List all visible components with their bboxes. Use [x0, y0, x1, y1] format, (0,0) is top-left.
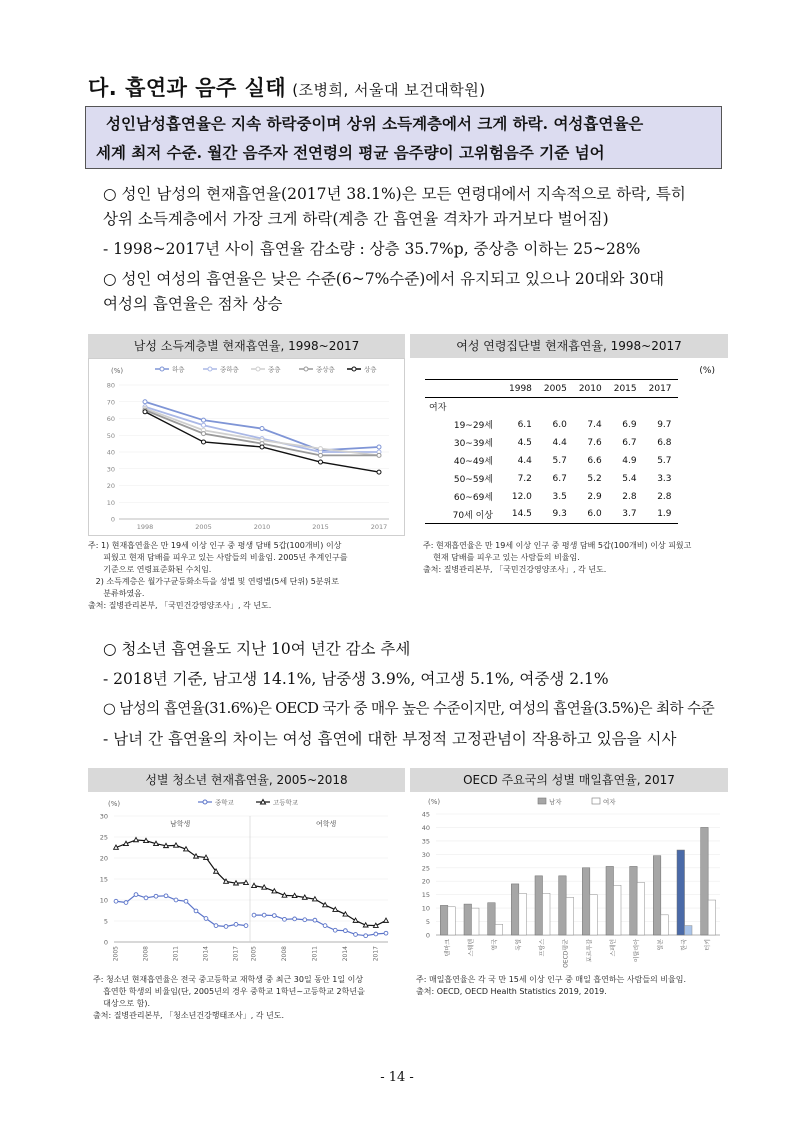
data-point — [114, 845, 119, 849]
data-point — [202, 418, 206, 422]
x-tick-label: 2011 — [172, 946, 180, 962]
legend-marker — [261, 800, 266, 805]
data-point — [202, 432, 206, 436]
data-point — [272, 889, 277, 893]
legend-label: 고등학교 — [273, 798, 299, 807]
bar-female — [685, 926, 693, 935]
data-point — [214, 924, 218, 928]
data-point — [262, 913, 266, 917]
data-point — [373, 923, 378, 927]
bar-female — [614, 885, 622, 935]
bar-male — [653, 856, 661, 935]
data-point — [260, 427, 264, 431]
table-cell: 5.2 — [587, 473, 602, 484]
data-point — [164, 843, 169, 847]
legend-label: 여자 — [603, 798, 616, 806]
x-tick-label: OECD평균 — [562, 939, 570, 968]
data-point — [333, 907, 338, 911]
summary-box — [85, 106, 722, 169]
fig1-chart-frame — [88, 358, 405, 536]
data-point — [384, 918, 389, 922]
y-unit-label: (%) — [108, 800, 121, 808]
legend-marker — [256, 367, 260, 371]
data-point — [319, 447, 323, 451]
bullet-oecd-1: ○ 남성의 흡연율(31.6%)은 OECD 국가 중 매우 높은 수준이지만, 여성의 흡연율(3.5%)은 최하 수준 — [103, 700, 715, 717]
fig1-notes: 주: 1) 현재흡연율은 만 19세 이상 인구 중 평생 담배 5갑(100개비) 이상 피웠고 현재 담배를 피우고 있는 사람들의 비율임. 2005년 추계인구를 기준으로 연령표준화된 수치임. 2) 소득계층은 월가구균등화소득을 성별 및 연령별(5세 단위) 5분위로 분류하였음. 출처: 질병관리본부, 「국민건강영양조사」, 각 년도. — [88, 541, 348, 610]
data-point — [184, 899, 188, 903]
x-tick-label: 독일 — [515, 939, 523, 951]
bar-male — [440, 905, 448, 935]
x-tick-label: 스페인 — [610, 939, 617, 957]
x-tick-label: 영국 — [491, 939, 499, 951]
table-cell: 4.4 — [552, 437, 567, 448]
bar-female — [566, 897, 574, 935]
fig3-chart-frame — [88, 792, 405, 970]
table-cell: 12.0 — [511, 491, 532, 502]
table-row — [425, 470, 678, 488]
y-tick-label: 5 — [425, 918, 430, 927]
bar-female — [543, 893, 551, 935]
data-point — [164, 894, 168, 898]
data-point — [144, 896, 148, 900]
data-point — [194, 909, 198, 913]
summary-line-1: 성인남성흡연율은 지속 하락중이며 상위 소득계층에서 크게 하락. 여성흡연율은 — [106, 114, 644, 133]
bar-male — [701, 827, 709, 935]
y-tick-label: 15 — [99, 875, 108, 884]
legend-label: 상층 — [364, 365, 377, 374]
x-tick-label: 한국 — [681, 939, 688, 951]
y-tick-label: 70 — [106, 398, 115, 407]
table-cell: 9.7 — [657, 419, 672, 430]
bullet-adult-male-1: ○ 성인 남성의 현재흡연율(2017년 38.1%)은 모든 연령대에서 지속적으로 하락, 특히 — [103, 185, 686, 203]
table-cell: 6.0 — [552, 419, 567, 430]
table-row-label: 50~59세 — [453, 475, 493, 485]
bar-female — [448, 907, 456, 935]
section-title-text: 다. 흡연과 음주 실태 — [88, 76, 287, 100]
data-point — [302, 895, 307, 899]
y-tick-label: 25 — [99, 833, 108, 842]
table-row — [425, 488, 678, 506]
table-cell: 6.9 — [622, 419, 637, 430]
y-tick-label: 30 — [421, 850, 430, 859]
bar-female — [519, 893, 527, 935]
x-tick-label: 2014 — [202, 946, 210, 962]
y-tick-label: 10 — [106, 498, 115, 507]
fig4-title: OECD 주요국의 성별 매일흡연율, 2017 — [410, 768, 728, 792]
table-cell: 4.5 — [517, 437, 532, 448]
data-point — [202, 423, 206, 427]
fig2-notes: 주: 현재흡연율은 만 19세 이상 인구 중 평생 담배 5갑(100개비) 이상 피웠고 현재 담배를 피우고 있는 사람들의 비율임. 출처: 질병관리본부, 「국민건강영양조사」, 각 년도. — [423, 541, 692, 574]
legend-marker — [160, 367, 164, 371]
data-point — [234, 922, 238, 926]
table-cell: 2.8 — [622, 491, 637, 502]
data-point — [143, 400, 147, 404]
data-point — [313, 918, 317, 922]
data-point — [364, 934, 368, 938]
x-tick-label: 2008 — [142, 946, 150, 962]
data-point — [354, 933, 358, 937]
legend-marker — [208, 367, 212, 371]
table-cell: 5.7 — [657, 455, 672, 466]
section-author: (조병희, 서울대 보건대학원) — [292, 81, 486, 99]
table-row-label: 60~69세 — [453, 493, 493, 503]
data-point — [244, 924, 248, 928]
bullet-youth-1: ○ 청소년 흡연율도 지난 10여 년간 감소 추세 — [103, 640, 411, 658]
y-tick-label: 45 — [421, 810, 430, 819]
data-point — [234, 881, 239, 885]
data-point — [272, 914, 276, 918]
fig2-title: 여성 연령집단별 현재흡연율, 1998~2017 — [410, 334, 728, 358]
data-point — [313, 897, 318, 901]
bar-male — [559, 876, 567, 935]
y-tick-label: 20 — [99, 854, 108, 863]
table-row-label: 70세 이상 — [425, 506, 503, 524]
data-point — [174, 898, 178, 902]
table-cell: 5.7 — [552, 455, 567, 466]
y-tick-label: 0 — [103, 938, 108, 947]
x-tick-label: 2015 — [312, 523, 329, 531]
legend-swatch — [538, 798, 546, 804]
fig4-chart-frame — [410, 792, 728, 970]
y-tick-label: 0 — [425, 931, 430, 940]
bar-male — [488, 903, 496, 935]
table-cell: 1.9 — [643, 506, 678, 524]
data-point — [184, 847, 189, 851]
table-cell: 3.5 — [552, 491, 567, 502]
table-group-row — [425, 398, 678, 416]
y-tick-label: 60 — [106, 415, 115, 423]
data-point — [244, 880, 249, 884]
data-point — [124, 841, 129, 845]
table-row-label: 40~49세 — [453, 457, 493, 467]
bar-male — [582, 868, 590, 935]
y-unit-label: (%) — [111, 367, 124, 375]
bar-female — [495, 924, 503, 935]
data-point — [303, 918, 307, 922]
bar-female — [637, 883, 645, 935]
table-group-label: 여자 — [429, 403, 447, 414]
bar-female — [708, 900, 716, 935]
y-tick-label: 80 — [106, 381, 115, 390]
fig2-unit: (%) — [699, 366, 715, 376]
x-tick-label: 2017 — [372, 946, 380, 962]
table-cell: 7.4 — [587, 419, 602, 430]
fig4-notes: 주: 매일흡연율은 각 국 만 15세 이상 인구 중 매일 흡연하는 사람들의 비율임. 출처: OECD, OECD Health Statistics 2019, 2019. — [416, 975, 687, 996]
table-row-label: 19~29세 — [453, 421, 493, 431]
data-point — [204, 917, 208, 921]
bullet-adult-female-2: 여성의 흡연율은 점차 상승 — [103, 295, 283, 313]
legend-swatch — [592, 798, 600, 804]
x-tick-label: 터키 — [704, 939, 712, 951]
x-tick-label: 2005 — [112, 946, 120, 962]
page-number: - 14 - — [380, 1070, 414, 1085]
y-tick-label: 5 — [103, 917, 108, 926]
table-row-label: 30~39세 — [453, 439, 493, 449]
bar-female — [590, 895, 598, 935]
y-tick-label: 10 — [421, 904, 430, 913]
data-point — [319, 453, 323, 457]
data-point — [333, 928, 337, 932]
table-row — [425, 434, 678, 452]
x-tick-label: 2005 — [250, 946, 258, 962]
y-tick-label: 15 — [421, 891, 430, 900]
table-cell: 4.9 — [622, 455, 637, 466]
x-tick-label: 2017 — [232, 946, 240, 962]
data-point — [374, 932, 378, 936]
data-point — [174, 843, 179, 847]
table-cell: 6.8 — [657, 437, 672, 448]
data-point — [124, 901, 128, 905]
x-tick-label: 일본 — [657, 939, 665, 951]
data-point — [343, 912, 348, 916]
x-tick-label: 2008 — [280, 946, 288, 962]
data-point — [282, 893, 287, 897]
fig3-line-chart — [88, 792, 405, 970]
panel-label: 여학생 — [316, 820, 337, 828]
fig4-bar-chart — [410, 792, 728, 970]
fig2-table — [425, 379, 678, 524]
table-cell: 6.1 — [517, 419, 532, 430]
table-header-cell: 1998 — [503, 380, 538, 398]
y-tick-label: 40 — [421, 823, 430, 832]
data-point — [224, 925, 228, 929]
data-point — [293, 917, 297, 921]
legend-marker — [352, 367, 356, 371]
series-line — [116, 840, 246, 883]
table-cell: 6.0 — [573, 506, 608, 524]
legend-label: 중하층 — [220, 365, 239, 374]
data-point — [252, 883, 257, 887]
table-cell: 9.3 — [538, 506, 573, 524]
bullet-adult-male-2: 상위 소득계층에서 가장 크게 하락(계층 간 흡연율 격차가 과거보다 벌어짐) — [103, 210, 609, 228]
table-cell: 6.7 — [552, 473, 567, 484]
x-tick-label: 2005 — [195, 523, 212, 531]
x-tick-label: 2017 — [370, 523, 388, 531]
data-point — [143, 410, 147, 414]
data-point — [252, 913, 256, 917]
data-point — [154, 841, 159, 845]
data-point — [353, 918, 358, 922]
table-row — [425, 452, 678, 470]
data-point — [204, 855, 209, 859]
table-cell: 6.7 — [622, 437, 637, 448]
bar-male — [606, 866, 614, 935]
data-point — [114, 899, 118, 903]
bullet-oecd-detail: - 남녀 간 흡연율의 차이는 여성 흡연에 대한 부정적 고정관념이 작용하고 있음을 시사 — [103, 730, 677, 748]
legend-marker — [203, 800, 207, 804]
table-cell: 7.2 — [517, 473, 532, 484]
data-point — [260, 445, 264, 449]
bullet-youth-detail: - 2018년 기준, 남고생 14.1%, 남중생 3.9%, 여고생 5.1%, 여중생 2.1% — [103, 670, 609, 688]
data-point — [202, 440, 206, 444]
legend-label: 중상층 — [316, 365, 335, 374]
table-row — [425, 506, 678, 524]
data-point — [292, 893, 297, 897]
bar-male — [511, 884, 518, 935]
y-tick-label: 25 — [421, 864, 430, 873]
data-point — [377, 470, 381, 474]
legend-marker — [304, 367, 308, 371]
data-point — [377, 453, 381, 457]
table-cell: 3.7 — [608, 506, 643, 524]
bullet-adult-male-detail: - 1998~2017년 사이 흡연율 감소량 : 상층 35.7%p, 중상층 이하는 25~28% — [103, 240, 641, 258]
data-point — [363, 923, 368, 927]
y-tick-label: 20 — [106, 482, 115, 490]
y-tick-label: 35 — [421, 837, 430, 846]
data-point — [323, 903, 328, 907]
legend-label: 하층 — [172, 365, 185, 374]
table-cell: 2.9 — [587, 491, 602, 502]
x-tick-label: 이탈리아 — [633, 939, 641, 963]
bullet-adult-female-1: ○ 성인 여성의 흡연율은 낮은 수준(6~7%수준)에서 유지되고 있으나 20대와 30대 — [103, 270, 665, 288]
data-point — [154, 894, 158, 898]
table-header-cell: 2010 — [573, 380, 608, 398]
bar-female — [472, 908, 480, 935]
table-cell: 4.4 — [517, 455, 532, 466]
data-point — [319, 460, 323, 464]
x-tick-label: 프랑스 — [539, 939, 546, 957]
data-point — [134, 837, 139, 841]
fig2-table-wrap — [425, 379, 678, 524]
table-cell: 2.8 — [657, 491, 672, 502]
fig1-line-chart — [89, 359, 404, 535]
data-point — [262, 885, 267, 889]
x-tick-label: 1998 — [136, 523, 154, 531]
table-header-cell: 2005 — [538, 380, 573, 398]
y-tick-label: 0 — [110, 515, 115, 524]
fig3-title: 성별 청소년 현재흡연율, 2005~2018 — [88, 768, 405, 792]
table-header-cell: 2017 — [643, 380, 678, 398]
y-tick-label: 20 — [421, 877, 430, 886]
data-point — [323, 924, 327, 928]
bar-male — [677, 850, 685, 935]
x-tick-label: 덴마크 — [444, 939, 452, 957]
section-title — [88, 72, 486, 102]
table-row — [425, 416, 678, 434]
y-unit-label: (%) — [428, 798, 441, 806]
bar-female — [661, 915, 669, 935]
y-tick-label: 30 — [106, 465, 115, 474]
table-cell: 14.5 — [503, 506, 538, 524]
legend-label: 남자 — [549, 798, 562, 806]
bar-male — [464, 904, 472, 935]
x-tick-label: 2010 — [253, 523, 271, 531]
y-tick-label: 40 — [106, 448, 115, 457]
data-point — [384, 931, 388, 935]
table-cell: 6.6 — [587, 455, 602, 466]
bar-male — [630, 866, 638, 935]
x-tick-label: 2011 — [311, 946, 319, 962]
panel-label: 남학생 — [170, 820, 191, 828]
y-tick-label: 30 — [99, 812, 108, 821]
x-tick-label: 2014 — [341, 946, 349, 962]
y-tick-label: 10 — [99, 896, 108, 905]
table-cell: 7.6 — [587, 437, 602, 448]
table-corner — [425, 380, 503, 398]
data-point — [134, 893, 138, 897]
data-point — [144, 838, 149, 842]
fig1-title: 남성 소득계층별 현재흡연율, 1998~2017 — [88, 334, 405, 358]
table-cell: 5.4 — [622, 473, 637, 484]
data-point — [377, 445, 381, 449]
data-point — [343, 929, 347, 933]
y-tick-label: 50 — [106, 431, 115, 440]
bar-male — [535, 876, 543, 935]
x-tick-label: 포르투갈 — [586, 939, 594, 963]
summary-line-2: 세계 최저 수준. 월간 음주자 전연령의 평균 음주량이 고위험음주 기준 넘어 — [96, 143, 605, 162]
series-line — [116, 895, 246, 927]
x-tick-label: 스웨덴 — [468, 939, 475, 957]
fig3-notes: 주: 청소년 현재흡연율은 전국 중고등학교 재학생 중 최근 30일 동안 1일 이상 흡연한 학생의 비율임(단, 2005년의 경우 중학교 1학년~고등학교 2학년을 대상으로 함). 출처: 질병관리본부, 「청소년건강행태조사」, 각 년도. — [93, 975, 365, 1020]
legend-label: 중층 — [268, 365, 281, 374]
legend-label: 중학교 — [215, 798, 234, 807]
table-cell: 3.3 — [657, 473, 672, 484]
table-header-cell: 2015 — [608, 380, 643, 398]
data-point — [283, 917, 287, 921]
